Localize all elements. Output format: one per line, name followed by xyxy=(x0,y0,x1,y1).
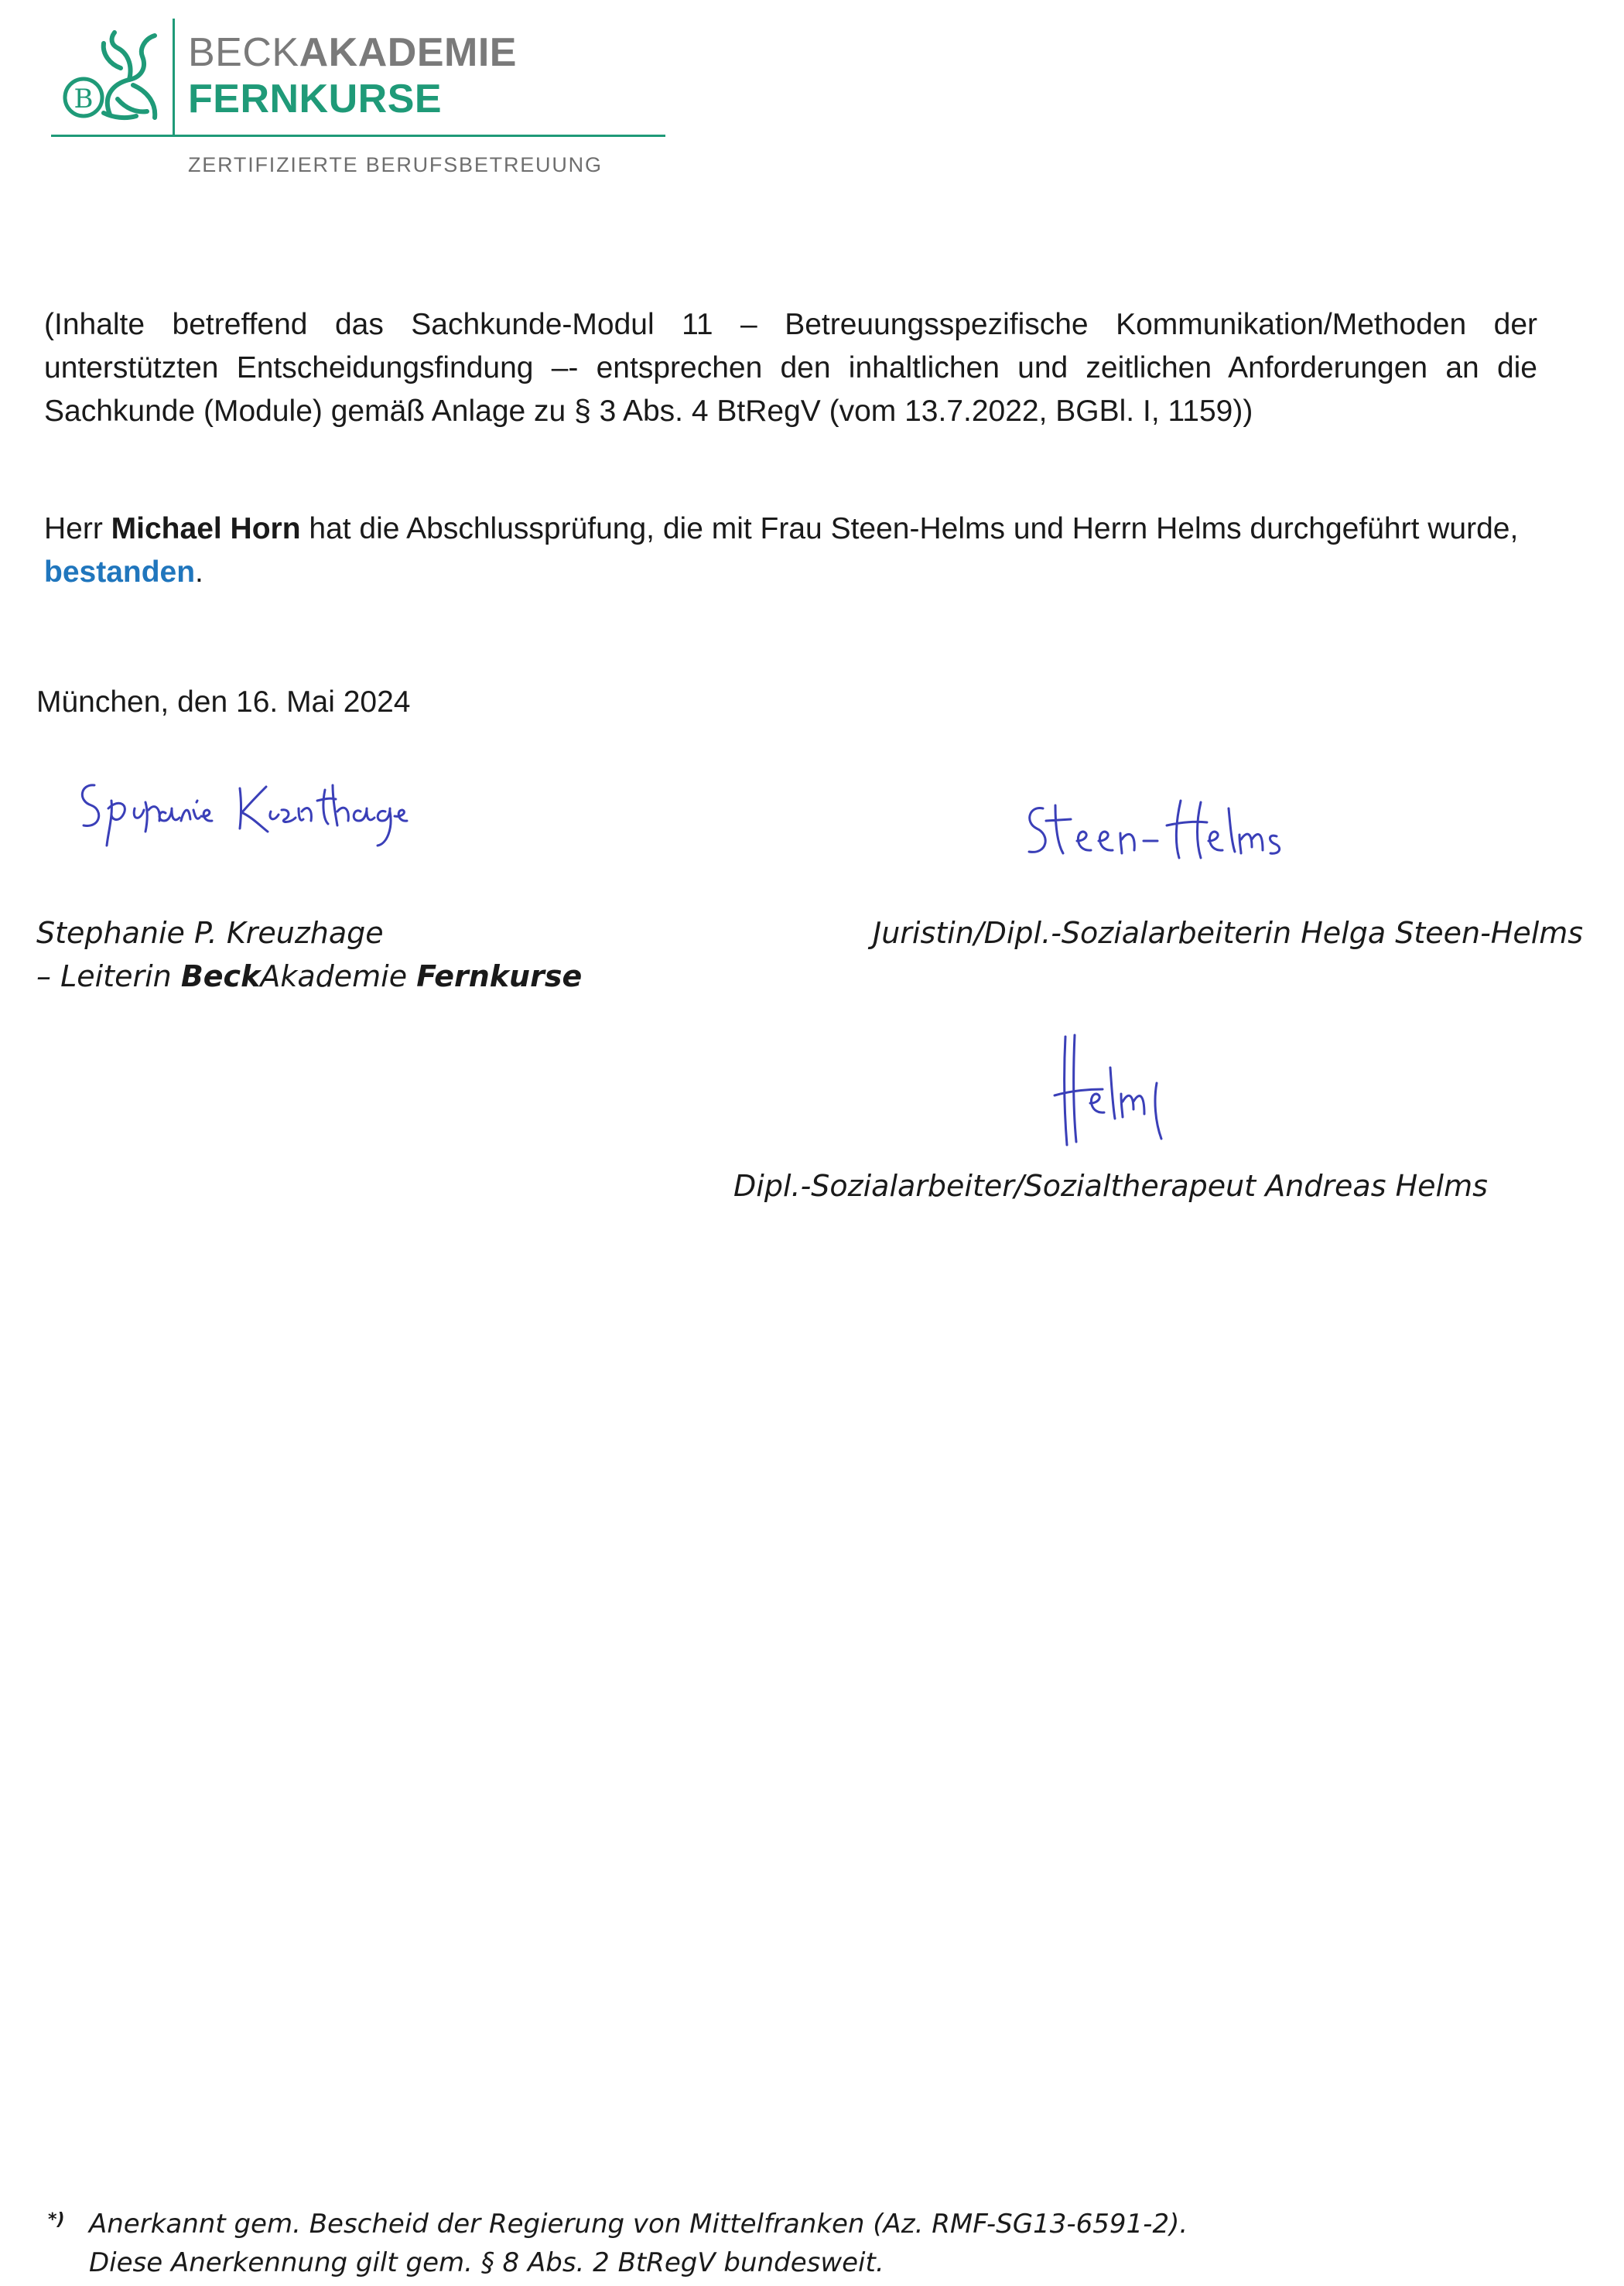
footnote-marker: *) xyxy=(48,2210,65,2230)
logo-divider-horizontal xyxy=(51,135,665,137)
role-akademie: Akademie xyxy=(260,959,417,993)
brand-name xyxy=(188,29,517,76)
logo-letter: B xyxy=(74,84,94,114)
signature-kreuzhage xyxy=(57,754,452,855)
signer-steen-helms: Juristin/Dipl.-Sozialarbeiterin Helga Steen-Helms xyxy=(873,916,1584,950)
brand-prefix: BECK xyxy=(188,30,299,75)
signature-steen-helms xyxy=(1006,777,1323,878)
module-description: (Inhalte betreffend das Sachkunde-Modul 11 – Betreuungsspezifische Kommunikation/Methoden der unterstützten Entscheidungsfindung –- entsprechen den inhaltlichen und zeitlichen Anforderungen an die Sachkunde (Module) gemäß Anlage zu § 3 Abs. 4 BtRegV (vom 13.7.2022, BGBl. I, 1159)) xyxy=(44,308,1537,428)
signer-helms: Dipl.-Sozialarbeiter/Sozialtherapeut Andreas Helms xyxy=(733,1169,1488,1203)
signature-helms xyxy=(1041,1029,1180,1160)
signer-kreuzhage-name: Stephanie P. Kreuzhage xyxy=(36,916,384,950)
role-fernkurse: Fernkurse xyxy=(416,959,583,993)
exam-result-statement xyxy=(44,507,1537,594)
brand-subtitle: FERNKURSE xyxy=(188,77,443,121)
place-and-date: München, den 16. Mai 2024 xyxy=(36,685,411,719)
result-status: bestanden xyxy=(44,555,196,589)
footnote-line-1: Anerkannt gem. Bescheid der Regierung von Mittelfranken (Az. RMF-SG13-6591-2). xyxy=(89,2209,1188,2240)
griffin-emblem-icon xyxy=(56,22,172,130)
result-prefix: Herr xyxy=(44,512,111,545)
logo-divider-vertical xyxy=(173,19,175,135)
role-beck: Beck xyxy=(180,959,261,993)
candidate-name: Michael Horn xyxy=(111,512,301,545)
footnote-line-2: Diese Anerkennung gilt gem. § 8 Abs. 2 BtRegV bundesweit. xyxy=(89,2247,884,2278)
result-middle: hat die Abschlussprüfung, die mit Frau Steen-Helms und Herrn Helms durchgeführt wurde, xyxy=(300,512,1519,545)
brand-strong: AKADEMIE xyxy=(299,30,517,75)
brand-tagline: ZERTIFIZIERTE BERUFSBETREUUNG xyxy=(188,153,603,176)
signer-kreuzhage-role xyxy=(36,955,582,998)
result-suffix: . xyxy=(195,555,203,589)
role-prefix: – Leiterin xyxy=(36,959,181,993)
